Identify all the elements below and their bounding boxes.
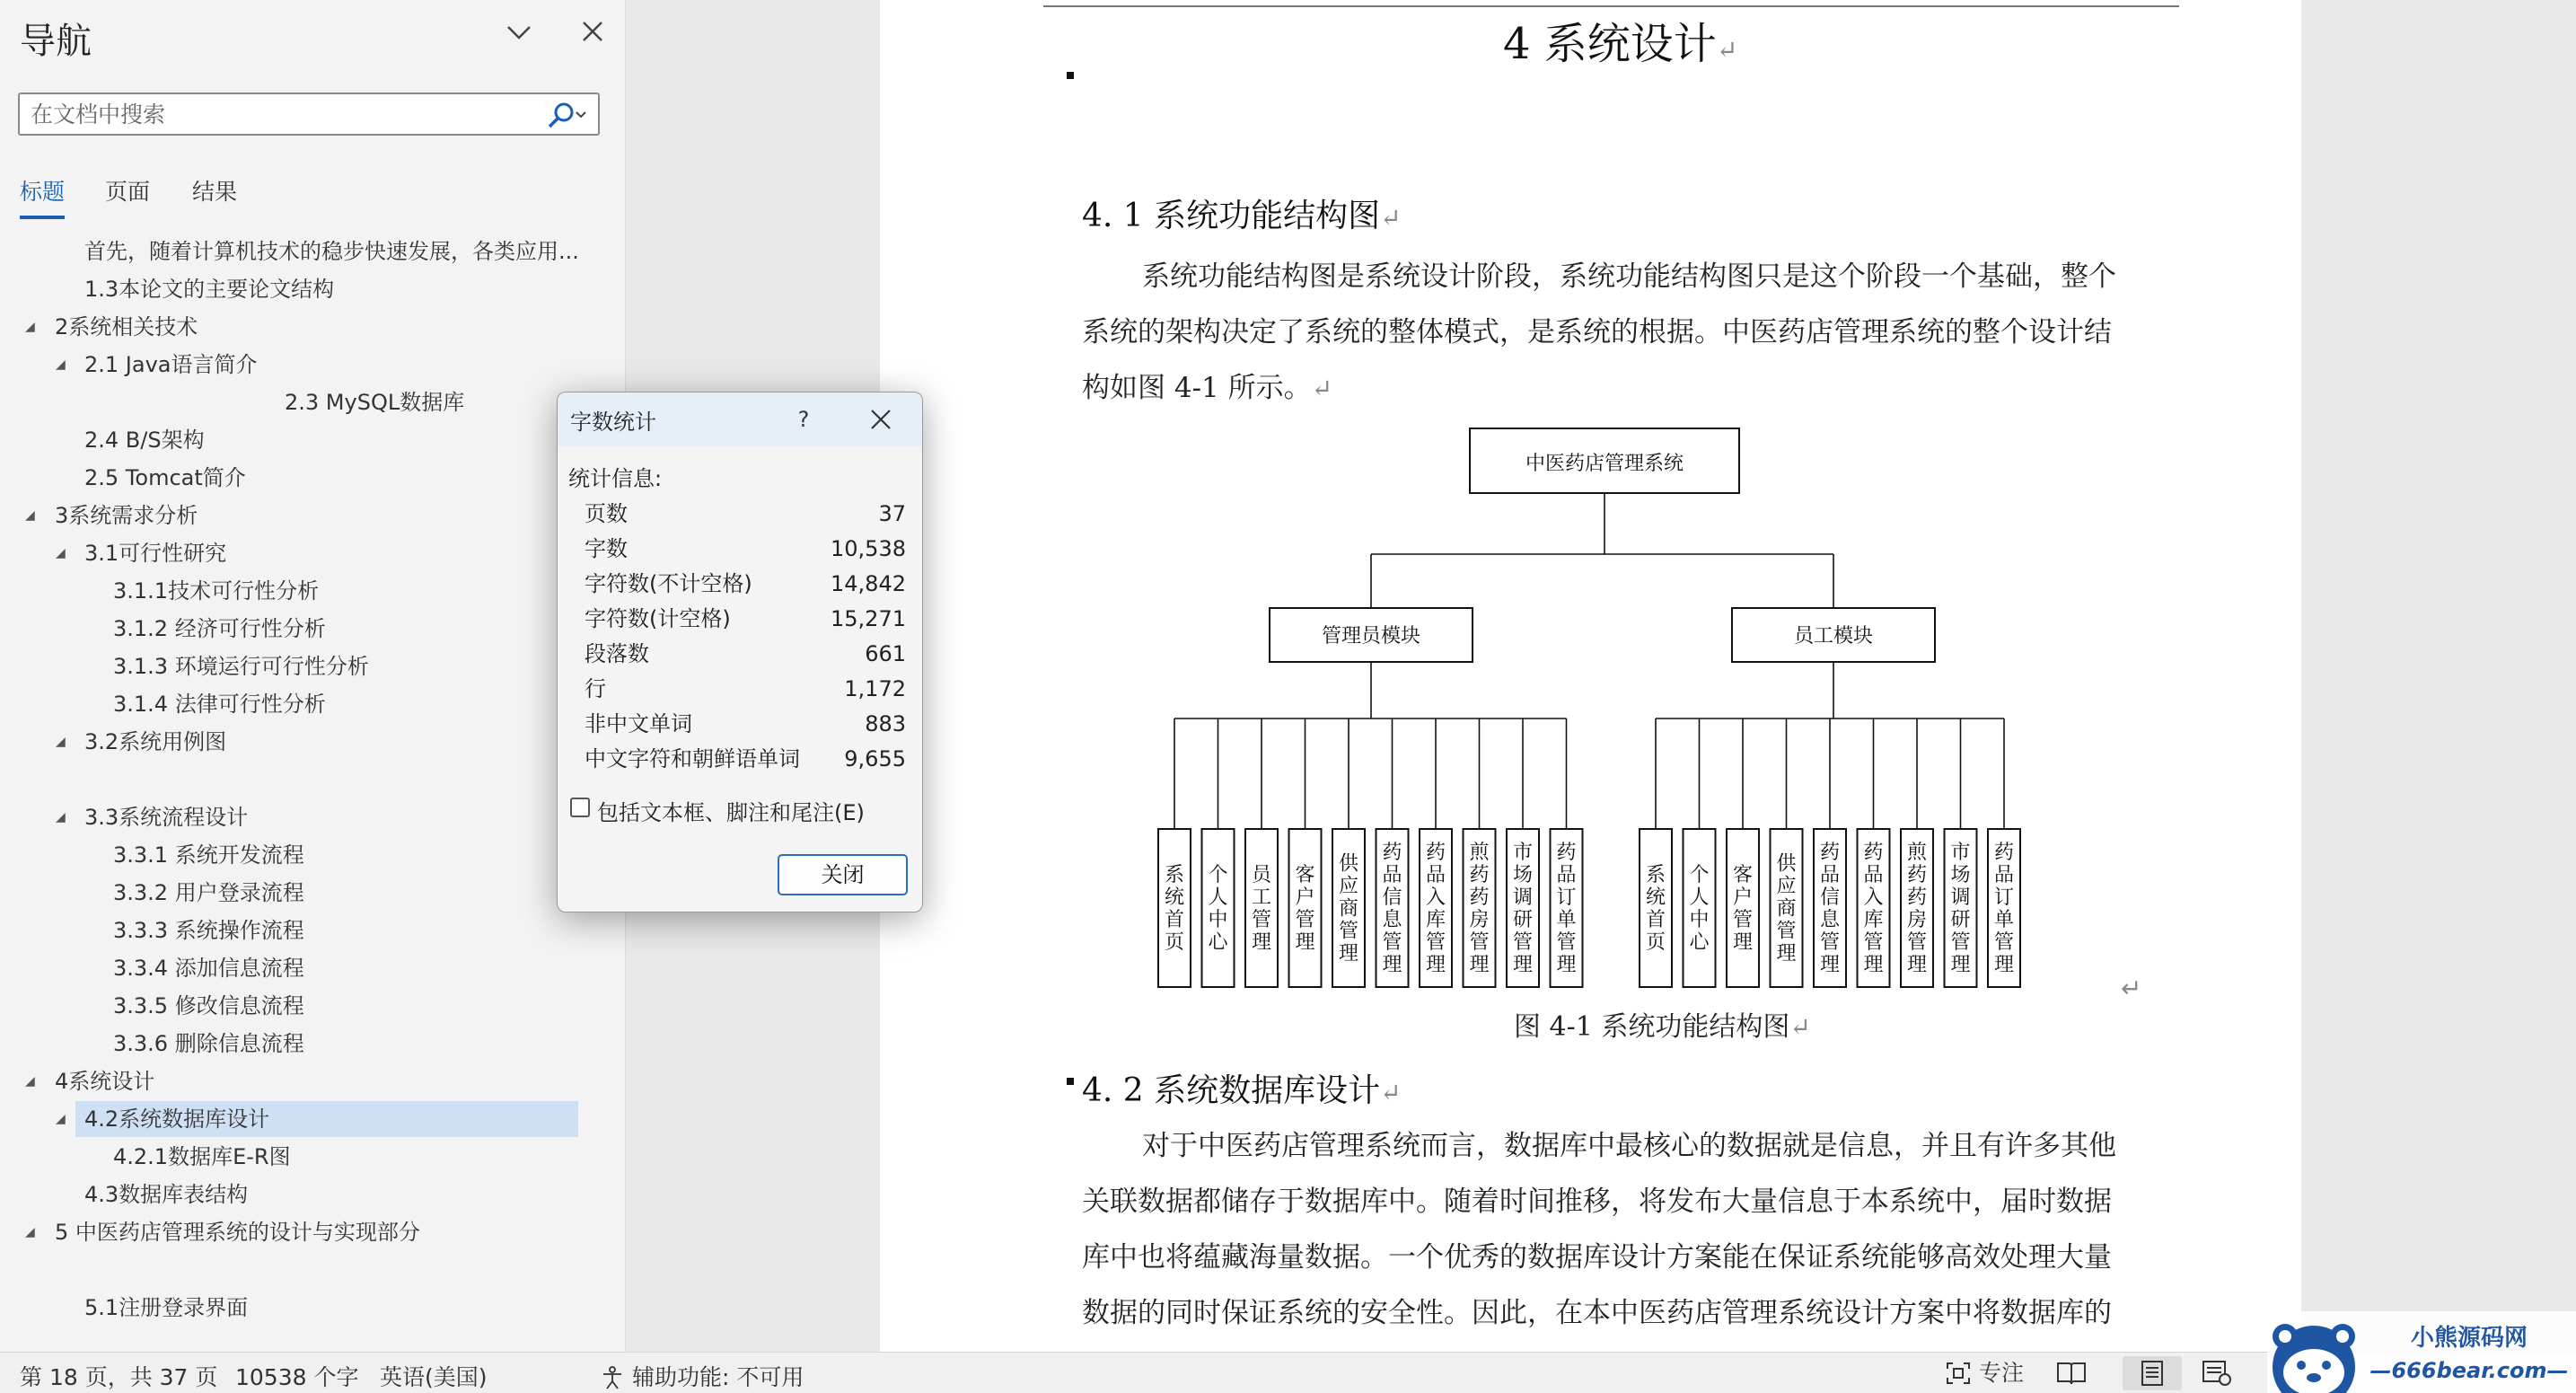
diagram-leaf-label: 市场调研管理 bbox=[1950, 842, 1971, 976]
doc-paragraph-line: 对于中医药店管理系统而言，数据库中最核心的数据就是信息，并且有许多其他 bbox=[1142, 1130, 2116, 1162]
nav-heading-item[interactable]: 4.2.1数据库E-R图 bbox=[113, 1144, 291, 1169]
status-bar bbox=[0, 1352, 2576, 1393]
stat-row bbox=[585, 672, 906, 707]
stat-value: 37 bbox=[878, 501, 906, 526]
diagram-leaf-label: 供应商管理 bbox=[1776, 852, 1797, 965]
navigation-pane bbox=[0, 0, 626, 1352]
nav-heading-item[interactable]: 3.3.2 用户登录流程 bbox=[113, 880, 304, 905]
nav-heading-item[interactable]: 3.3.3 系统操作流程 bbox=[113, 918, 304, 943]
page-top-border bbox=[1043, 5, 2179, 7]
nav-heading-item[interactable]: 3.3.6 删除信息流程 bbox=[113, 1031, 304, 1056]
diagram-leaf-label: 药品订单管理 bbox=[1556, 842, 1577, 976]
nav-heading-item[interactable]: 3.1.4 法律可行性分析 bbox=[113, 692, 326, 717]
diagram-leaf-label: 系统首页 bbox=[1164, 864, 1185, 954]
collapse-triangle-icon[interactable]: ◢ bbox=[56, 546, 66, 560]
close-icon[interactable] bbox=[863, 401, 899, 437]
diagram-leaf-label: 客户管理 bbox=[1295, 864, 1315, 954]
nav-heading-item[interactable]: 1.3本论文的主要论文结构 bbox=[84, 277, 335, 302]
stat-row bbox=[585, 532, 906, 567]
nav-heading-item[interactable]: 首先，随着计算机技术的稳步快速发展，各类应用... bbox=[84, 239, 579, 264]
nav-heading-item[interactable]: 5.1注册登录界面 bbox=[84, 1295, 249, 1320]
stat-value: 883 bbox=[865, 711, 906, 736]
nav-heading-item[interactable]: 3.1可行性研究 bbox=[84, 541, 227, 566]
focus-label: 专注 bbox=[1978, 1360, 2024, 1386]
nav-options-chevron-icon[interactable] bbox=[501, 18, 537, 54]
collapse-triangle-icon[interactable]: ◢ bbox=[56, 735, 66, 749]
focus-icon bbox=[1945, 1361, 1972, 1386]
diagram-leaf-label: 个人中心 bbox=[1208, 864, 1228, 954]
book-icon bbox=[2056, 1360, 2087, 1387]
diagram-leaf-label: 煎药药房管理 bbox=[1906, 842, 1928, 976]
print-layout-button[interactable] bbox=[2123, 1356, 2182, 1390]
diagram-root-label: 中医药店管理系统 bbox=[1525, 453, 1684, 475]
stat-value: 10,538 bbox=[831, 536, 906, 561]
page-count-status[interactable]: 第 18 页，共 37 页 bbox=[20, 1364, 218, 1390]
diagram-leaf-label: 药品订单管理 bbox=[1993, 842, 2015, 976]
diagram-leaf-label: 员工管理 bbox=[1251, 864, 1272, 954]
doc-paragraph-line: 库中也将蕴藏海量数据。一个优秀的数据库设计方案能在保证系统能够高效处理大量 bbox=[1082, 1241, 2112, 1274]
search-icon[interactable] bbox=[544, 100, 587, 130]
nav-heading-item[interactable]: 3.3.4 添加信息流程 bbox=[113, 956, 304, 981]
nav-search-input[interactable] bbox=[20, 94, 532, 134]
figure-caption: 图 4-1 系统功能结构图↵ bbox=[1514, 1011, 1811, 1043]
diagram-module-label: 管理员模块 bbox=[1321, 625, 1421, 648]
nav-heading-item[interactable]: 2.3 MySQL数据库 bbox=[285, 390, 465, 415]
accessibility-label: 辅助功能: 不可用 bbox=[631, 1364, 804, 1390]
tab-headings[interactable]: 标题 bbox=[20, 174, 65, 219]
nav-title: 导航 bbox=[20, 21, 92, 62]
site-logo bbox=[2267, 1311, 2576, 1393]
diagram-leaf-label: 市场调研管理 bbox=[1512, 842, 1534, 976]
web-layout-button[interactable] bbox=[2202, 1356, 2238, 1390]
logo-title: 小熊源码网 bbox=[2410, 1325, 2528, 1352]
focus-mode-button[interactable] bbox=[1945, 1356, 2024, 1390]
accessibility-icon bbox=[600, 1366, 625, 1389]
nav-heading-item[interactable]: 3.3.1 系统开发流程 bbox=[113, 842, 304, 868]
stat-row bbox=[585, 742, 906, 777]
nav-heading-item[interactable]: 3.1.1技术可行性分析 bbox=[113, 578, 320, 604]
diagram-leaf-label: 个人中心 bbox=[1689, 864, 1710, 954]
stat-value: 661 bbox=[865, 641, 906, 666]
doc-paragraph-line: 系统的架构决定了系统的整体模式，是系统的根据。中医药店管理系统的整个设计结 bbox=[1082, 316, 2112, 348]
collapse-triangle-icon[interactable]: ◢ bbox=[25, 1074, 35, 1089]
stat-label: 段落数 bbox=[585, 641, 649, 666]
page-layout-icon bbox=[2141, 1360, 2164, 1387]
nav-heading-item[interactable]: 4.3数据库表结构 bbox=[84, 1182, 249, 1207]
doc-heading-1: 4 系统设计↵ bbox=[1503, 19, 1738, 69]
stat-value: 1,172 bbox=[844, 676, 906, 701]
stat-row bbox=[585, 707, 906, 742]
stat-value: 15,271 bbox=[831, 606, 906, 631]
diagram-leaf-label: 供应商管理 bbox=[1338, 852, 1359, 965]
doc-paragraph-line: 系统功能结构图是系统设计阶段，系统功能结构图只是这个阶段一个基础，整个 bbox=[1142, 260, 2116, 293]
collapse-triangle-icon[interactable]: ◢ bbox=[56, 810, 66, 824]
nav-heading-item[interactable]: 3.3.5 修改信息流程 bbox=[113, 993, 304, 1018]
doc-heading-2: 4. 1 系统功能结构图↵ bbox=[1082, 198, 1402, 234]
collapse-triangle-icon[interactable]: ◢ bbox=[56, 1112, 66, 1126]
stat-label: 非中文单词 bbox=[585, 711, 692, 736]
word-count-status[interactable]: 10538 个字 bbox=[235, 1364, 359, 1390]
collapse-triangle-icon[interactable]: ◢ bbox=[56, 357, 66, 372]
stat-row bbox=[585, 567, 906, 602]
nav-heading-item[interactable]: 3.1.3 环境运行可行性分析 bbox=[113, 654, 369, 679]
tab-results[interactable]: 结果 bbox=[192, 179, 238, 205]
stat-row bbox=[585, 497, 906, 532]
nav-heading-item[interactable]: 2.5 Tomcat简介 bbox=[84, 465, 246, 490]
paragraph-mark-bullet bbox=[1067, 72, 1074, 79]
nav-heading-item[interactable]: 2系统相关技术 bbox=[55, 314, 198, 339]
function-structure-diagram bbox=[1140, 418, 2146, 992]
collapse-triangle-icon[interactable]: ◢ bbox=[25, 320, 35, 334]
include-textboxes-label[interactable]: 包括文本框、脚注和尾注(E) bbox=[597, 800, 865, 825]
stat-row bbox=[585, 637, 906, 672]
nav-heading-item[interactable]: 3.2系统用例图 bbox=[84, 729, 227, 754]
statistics-heading: 统计信息: bbox=[568, 466, 663, 491]
nav-heading-item[interactable]: 3系统需求分析 bbox=[55, 503, 198, 528]
stat-label: 字符数(不计空格) bbox=[585, 571, 752, 596]
diagram-leaf-label: 药品信息管理 bbox=[1382, 842, 1402, 976]
doc-paragraph-line: 数据的同时保证系统的安全性。因此，在本中医药店管理系统设计方案中将数据库的 bbox=[1082, 1297, 2112, 1329]
diagram-leaf-label: 药品信息管理 bbox=[1819, 842, 1841, 976]
stat-value: 9,655 bbox=[844, 746, 906, 771]
nav-heading-item[interactable]: 2.4 B/S架构 bbox=[84, 428, 205, 453]
paragraph-mark-bullet bbox=[1067, 1078, 1074, 1085]
nav-heading-item-selected[interactable]: 4.2系统数据库设计 bbox=[75, 1101, 578, 1137]
collapse-triangle-icon[interactable]: ◢ bbox=[25, 1225, 35, 1239]
nav-heading-item[interactable]: 3.1.2 经济可行性分析 bbox=[113, 616, 326, 641]
web-layout-icon bbox=[2202, 1360, 2232, 1387]
help-icon[interactable]: ? bbox=[797, 407, 810, 432]
stat-label: 中文字符和朝鲜语单词 bbox=[585, 746, 800, 771]
tab-pages[interactable]: 页面 bbox=[105, 179, 151, 205]
paragraph-mark: ↵ bbox=[2121, 974, 2142, 1003]
nav-close-icon[interactable] bbox=[575, 18, 611, 54]
stat-label: 字数 bbox=[585, 536, 628, 561]
diagram-leaf-label: 药品入库管理 bbox=[1863, 842, 1884, 976]
stat-label: 页数 bbox=[585, 501, 628, 526]
nav-heading-item[interactable]: 3.3系统流程设计 bbox=[84, 805, 249, 830]
diagram-leaf-label: 客户管理 bbox=[1732, 864, 1754, 954]
close-button[interactable]: 关闭 bbox=[778, 854, 908, 895]
language-status[interactable]: 英语(美国) bbox=[380, 1364, 488, 1390]
doc-heading-2: 4. 2 系统数据库设计↵ bbox=[1082, 1072, 1402, 1109]
diagram-module-label: 员工模块 bbox=[1793, 625, 1874, 648]
nav-heading-item[interactable]: 2.1 Java语言简介 bbox=[84, 352, 258, 377]
doc-paragraph-line: 关联数据都储存于数据库中。随着时间推移，将发布大量信息于本系统中，届时数据 bbox=[1082, 1186, 2112, 1218]
dialog-title: 字数统计 bbox=[570, 410, 656, 435]
stat-label: 行 bbox=[585, 676, 606, 701]
stat-label: 字符数(计空格) bbox=[585, 606, 731, 631]
stat-row bbox=[585, 602, 906, 637]
diagram-leaf-label: 药品入库管理 bbox=[1425, 842, 1446, 976]
nav-heading-item[interactable]: 5 中医药店管理系统的设计与实现部分 bbox=[55, 1220, 420, 1245]
collapse-triangle-icon[interactable]: ◢ bbox=[25, 508, 35, 523]
diagram-leaf-label: 煎药药房管理 bbox=[1469, 842, 1490, 976]
logo-url: —666bear.com— bbox=[2369, 1358, 2569, 1383]
stat-value: 14,842 bbox=[831, 571, 906, 596]
include-textboxes-checkbox[interactable] bbox=[570, 798, 590, 817]
nav-search-box[interactable] bbox=[18, 93, 600, 136]
doc-paragraph-line: 构如图 4-1 所示。↵ bbox=[1082, 372, 1333, 404]
read-mode-button[interactable] bbox=[2056, 1356, 2092, 1390]
word-count-dialog bbox=[557, 392, 923, 913]
diagram-leaf-label: 系统首页 bbox=[1645, 864, 1666, 954]
accessibility-status[interactable] bbox=[600, 1360, 804, 1392]
nav-heading-item[interactable]: 4系统设计 bbox=[55, 1069, 155, 1094]
